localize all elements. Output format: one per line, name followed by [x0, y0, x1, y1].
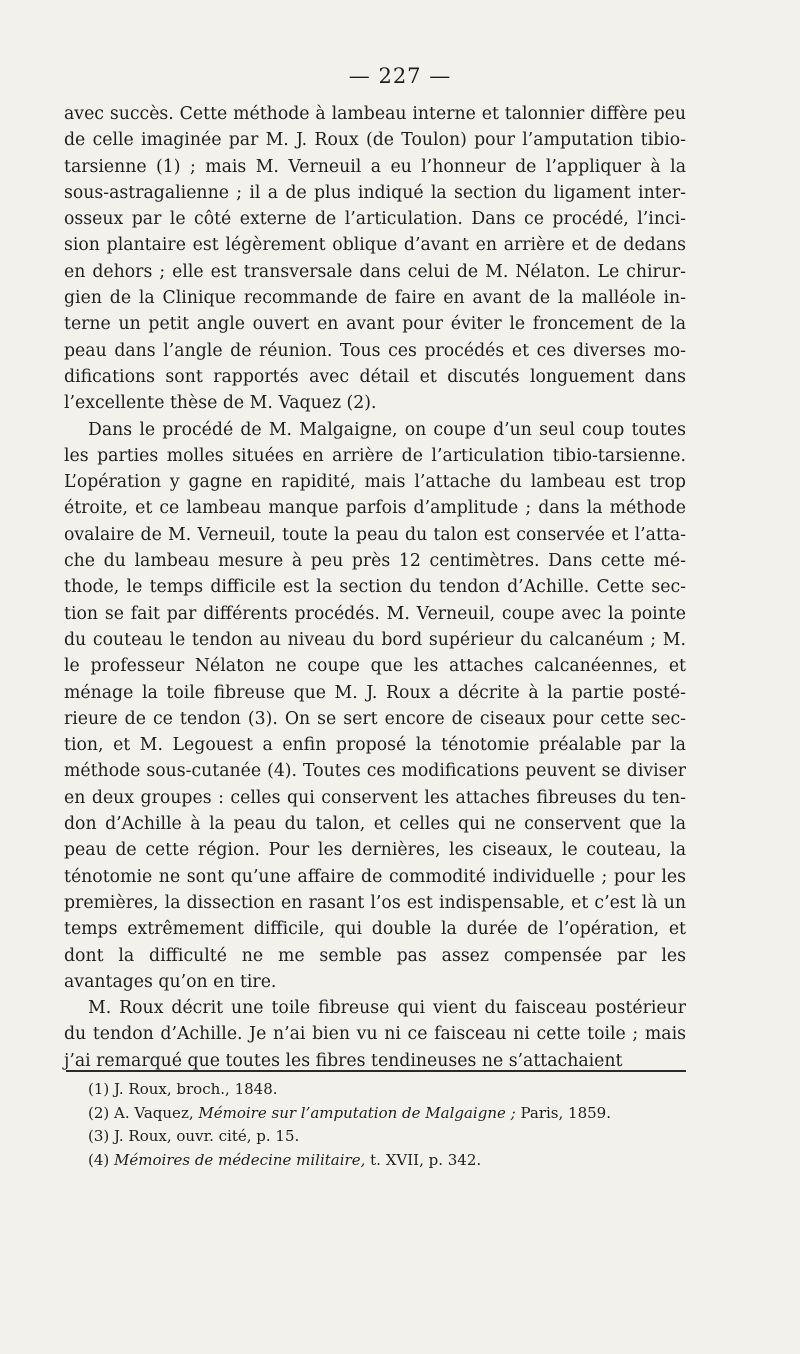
- footnote-3: [88, 1125, 698, 1149]
- body-text: [64, 101, 686, 1074]
- footnote-mark: (1): [88, 1080, 110, 1098]
- paragraph-1: avec succès. Cette méthode à lambeau interne et talonnier diffère peu de celle imaginée par M. J. Roux (de Toulon) pour l’amputation tibio-tarsienne (1) ; mais M. Verneuil a eu l’honneur de l’appliquer à la sous-astragalienne ; il a de plus indiqué la section du ligament inter-osseux par le côté externe de l’articulation. Dans ce procédé, l’inci-sion plantaire est légèrement oblique d’avant en arrière et de dedans en dehors ; elle est transversale dans celui de M. Nélaton. Le chirur-gien de la Clinique recommande de faire en avant de la malléole in-terne un petit angle ouvert en avant pour éviter le froncement de la peau dans l’angle de réunion. Tous ces procédés et ces diverses mo-difications sont rapportés avec détail et discutés longuement dans l’excellente thèse de M. Vaquez (2).: [64, 104, 686, 414]
- footnote-title: Mémoire sur l’amputation de Malgaigne ;: [198, 1103, 516, 1122]
- paragraph-2: Dans le procédé de M. Malgaigne, on coupe d’un seul coup toutes les parties molles situées en arrière de l’articulation tibio-tarsienne. L’opération y gagne en rapidité, mais l’attache du lambeau est trop étroite, et ce lambeau manque parfois d’amplitude ; dans la méthode ovalaire de M. Verneuil, toute la peau du talon est conservée et l’atta-che du lambeau mesure à peu près 12 centimètres. Dans cette mé-thode, le temps difficile est la section du tendon d’Achille. Cette sec-tion se fait par différents procédés. M. Verneuil, coupe avec la pointe du couteau le tendon au niveau du bord supérieur du calcanéum ; M. le professeur Nélaton ne coupe que les attaches calcanéennes, et ménage la toile fibreuse que M. J. Roux a décrite à la partie posté-rieure de ce tendon (3). On se sert encore de ciseaux pour cette sec-tion, et M. Legouest a enfin proposé la ténotomie préalable par la méthode sous-cutanée (4). Toutes ces modifications peuvent se diviser en deux groupes : celles qui conservent les attaches fibreuses du ten-don d’Achille à la peau du talon, et celles qui ne conservent que la peau de cette région. Pour les dernières, les ciseaux, le couteau, la ténotomie ne sont qu’une affaire de commodité individuelle ; pour les premières, la dissection en rasant l’os est indispensable, et c’est là un temps extrêmement difficile, qui double la durée de l’opération, et dont la difficulté ne me semble pas assez compensée par les avantages qu’on en tire.: [64, 419, 686, 992]
- footnote-4: [88, 1149, 698, 1173]
- footnote-mark: (3): [88, 1127, 110, 1145]
- footnote-text: J. Roux, ouvr. cité, p. 15.: [114, 1127, 300, 1145]
- footnote-text: A. Vaquez,: [114, 1103, 199, 1122]
- footnote-text: J. Roux, broch., 1848.: [114, 1080, 278, 1098]
- paragraph-3: M. Roux décrit une toile fibreuse qui vient du faisceau postérieur du tendon d’Achille. Je n’ai bien vu ni ce faisceau ni cette toile ; mais j’ai remarqué que toutes les fibres tendineuses ne s’attachaient: [64, 998, 686, 1071]
- footnote-2: [88, 1102, 698, 1126]
- footnotes: [88, 1078, 698, 1172]
- footnote-title: Mémoires de médecine militaire,: [114, 1150, 366, 1169]
- footnote-mark: (4): [88, 1150, 110, 1169]
- footnote-text-after: Paris, 1859.: [515, 1103, 611, 1122]
- footnote-1: [88, 1078, 698, 1102]
- footnote-divider: [66, 1070, 686, 1072]
- page-number: — 227 —: [348, 64, 452, 88]
- footnote-text-after: t. XVII, p. 342.: [365, 1150, 482, 1169]
- footnote-mark: (2): [88, 1103, 110, 1122]
